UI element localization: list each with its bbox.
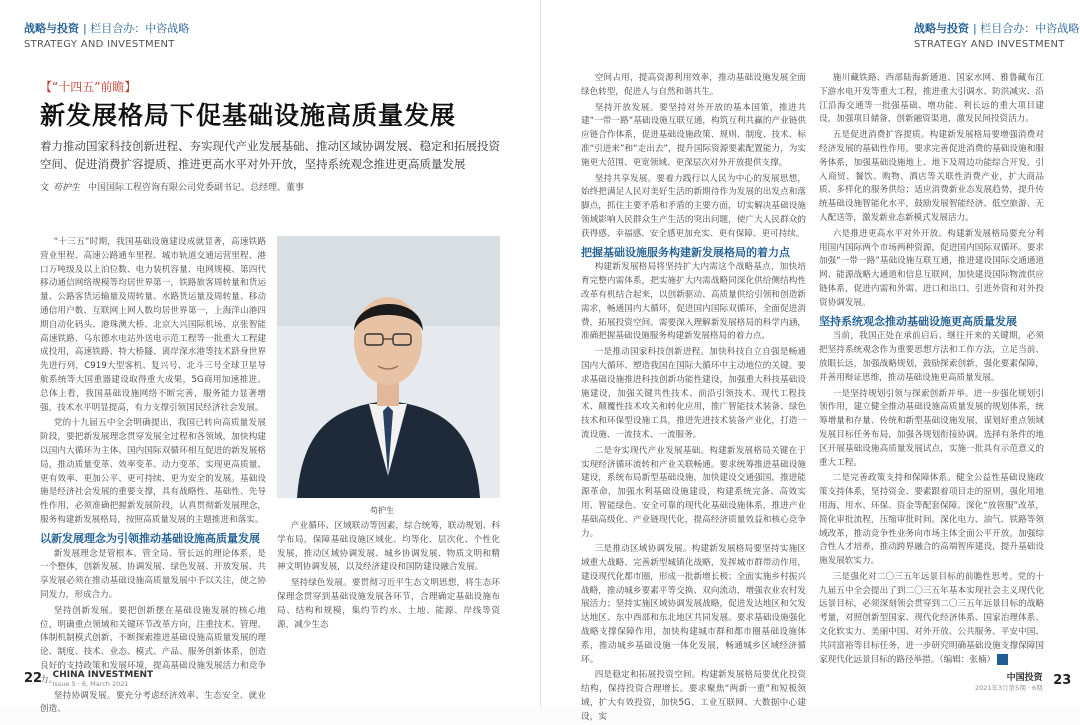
- right-column-2: [819, 72, 1044, 664]
- paragraph-text: 三是强化对二〇三五年远景目标的前瞻性思考。党的十九届五中全会提出了到二〇三五年基本实现社会主义现代化远景目标，必须深刻领会贯穿到二〇三五年远景目标的战略考量，对照创新型国家、现代化经济体系、国家治理体系、文化软实力、美丽中国、对外开放、公共服务、平安中国、共同富裕等目标任务，进一步研究明确基础设施支撑保障国家现代化远景目标的路径举措。: [819, 571, 1044, 665]
- byline: [40, 180, 304, 193]
- paragraph: 当前，我国正处在承前启后、继往开来的关键期，必须把坚持系统观念作为重要思想方法和工作方法，立足当前、放眼长远，加强战略规划，鼓励探索创新，强化要素保障，并善用辩证思维，推动基础设施更高质量发展。: [819, 331, 1044, 383]
- paragraph: 一是坚持规划引领与探索创新并举。进一步强化规划引领作用，建立健全推动基础设施高质量发展的规划体系，统筹增量和存量、传统和新型基础设施发展，谋划好重点领域发展目标任务布局，加强各规划衔接协调。选择有条件的地区开展基础设施高质量发展试点，实施一批具有示范意义的重大工程。: [819, 388, 1044, 468]
- section-english: STRATEGY AND INVESTMENT: [24, 39, 175, 50]
- paragraph: 坚持共享发展。要着力践行以人民为中心的发展思想，始终把满足人民对美好生活的新期待作为发展的出发点和落脚点，抓住主要矛盾和矛盾的主要方面，切实解决基础设施领域影响人民群众生产生活的突出问题，使广大人民群众的获得感、幸福感、安全感更加充实、更有保障、更可持续。: [581, 173, 806, 239]
- paragraph: 四是稳定和拓展投资空间。构建新发展格局要优化投资结构，保持投资合理增长。要求聚焦“两新一重”和短板领域，扩大有效投资，加快5G、工业互联网、大数据中心建设，实: [581, 670, 806, 722]
- paragraph: 坚持绿色发展。要贯彻习近平生态文明思想，将生态环保理念贯穿到基础设施发展各环节，合理确定基础设施布局、结构和规模，集约节约水、土地、能源、岸线等资源，减少生态: [277, 578, 500, 630]
- paragraph: 坚持创新发展。要把创新摆在基础设施发展的核心地位，明确重点领域和关键环节改革方向，注重技术、管理、体制机制模式创新，不断探索推进基础设施高质量发展的理论、制度、技术、业态、模式、产品、服务创新体系，创造良好的支持政策和发展环境，提高基础设施发展活力和竞争力。: [40, 605, 266, 685]
- section-column: | 栏目合办：中咨战略: [973, 22, 1080, 35]
- paragraph: 党的十九届五中全会明确提出，我国已转向高质量发展阶段，要把新发展理念贯穿发展全过程和各领域，加快构建以国内大循环为主体、国内国际双循环相互促进的新发展格局，推动质量变革、效率变革、动力变革，实现更高质量、更有效率、更加公平、更可持续、更为安全的发展。基础设施是经济社会发展的重要支撑，具有战略性、基础性、先导性作用，必须准确把握新发展阶段，认真贯彻新发展理念，服务构建新发展格局，按照高质量发展的主题推进和落实。: [40, 418, 266, 525]
- paragraph: 五是促进消费扩容提质。构建新发展格局要增强消费对经济发展的基础性作用。要求完善促进消费的基础设施和服务体系，加强基础设施地上、地下及周边功能综合开发，引入商贸、餐饮、购物、酒店等关联性消费产业，扩大商品质、多样化的服务供给；适应消费新业态发展趋势，提升传统基础设施智能化水平，鼓励发展智能经济、低空旅游、无人配送等，激发新业态新模式发展活力。: [819, 130, 1044, 223]
- article-lead: 着力推动国家科技创新进程、夯实现代产业发展基础、推动区域协调发展、稳定和拓展投资空间、促进消费扩容提质、推进更高水平对外开放，坚持系统观念推进更高质量发展: [40, 139, 500, 171]
- article-title: 新发展格局下促基础设施高质量发展: [40, 101, 457, 130]
- photo-caption: 苟护生: [370, 506, 394, 515]
- footer-left: [24, 670, 153, 688]
- editor-note: （编辑：张楠）: [939, 654, 996, 665]
- magazine-name-cn: 中国投资: [1006, 673, 1043, 683]
- page-number-right: 23: [1053, 672, 1072, 688]
- paragraph: 构建新发展格局将坚持扩大内需这个战略基点，加快培育完整内需体系，把实施扩大内需战略同深化供给侧结构性改革有机结合起来，以创新驱动、高质量供给引领和创造新需求，畅通国内大循环，促进国内国际双循环，全面促进消费，拓展投资空间。需要深入理解新发展格局的科学内涵，准确把握基础设施服务构建新发展格局的着力点。: [581, 262, 806, 342]
- paragraph: 产业循环、区域联动等因素，综合统筹，联动规划、科学布局，保障基础设施区域化、均等化、层次化、个性化发展，推动区域协调发展、城乡协调发展、物质文明和精神文明协调发展，以及经济建设和国防建设融合发展。: [277, 521, 500, 573]
- paragraph: 坚持协调发展。要充分考虑经济效率、生态安全、就业创造、: [40, 690, 266, 715]
- footer-right: [975, 670, 1079, 692]
- section-category: 战略与投资: [914, 22, 969, 35]
- author-name: 苟护生: [53, 183, 81, 193]
- left-column-2: [277, 520, 500, 664]
- magazine-name-en: CHINA INVESTMENT: [52, 670, 154, 680]
- end-mark: T2: [997, 654, 1008, 665]
- author-prefix: 文: [40, 183, 50, 193]
- paragraph: 一是推动国家科技创新进程。加快科技自立自强是畅通国内大循环、塑造我国在国际大循环中主动地位的关键。要求基础设施推进科技创新功能性建设，加强重大科技基础设施建设，加强关键共性技术、前沿引领技术、现代工程技术、颠覆性技术攻关和转化应用，推广智能技术装备、绿色技术和环保型设施工具，推进先进技术装备产业化，打造一流设施、一流技术、一流服务。: [581, 347, 806, 440]
- paragraph: 二是完善政策支持和保障体系。健全公益性基础设施政策支持体系，坚持资金、要素跟着项目走的原则，强化用地用海、用水、环保、资金等配套保障。深化“放管服”改革，简化审批流程，压缩审批时间。深化电力、油气、铁路等领域改革，推动竞争性业务向市场主体全面公平开放。加强综合性人才培养，推动跨界融合的高端智库建设，提升基础设施发展软实力。: [819, 473, 1044, 567]
- issue-info-left: Issue 5 · 6, March 2021: [52, 680, 129, 688]
- paragraph: 施川藏铁路、西部陆海新通道、国家水网、雅鲁藏布江下游水电开发等重大工程，推进重大引调水、防洪减灾、沿江沿海交通等一批强基础、增功能、利长远的重大项目建设，加强项目储备，创新融资渠道，激发民间投资活力。: [819, 73, 1044, 125]
- section-category: 战略与投资: [24, 22, 79, 35]
- page-header-right: [914, 20, 1079, 50]
- portrait-illustration: [277, 236, 500, 498]
- section-heading: 把握基础设施服务构建新发展格局的着力点: [581, 245, 790, 259]
- author-title: 中国国际工程咨询有限公司党委副书记、总经理、董事: [88, 183, 305, 193]
- section-heading: 以新发展理念为引领推动基础设施高质量发展: [40, 531, 260, 545]
- section-english: STRATEGY AND INVESTMENT: [914, 39, 1065, 50]
- section-column: | 栏目合办：中咨战略: [83, 22, 190, 35]
- paragraph: 三是推动区域协调发展。构建新发展格局要坚持实施区域重大战略、完善新型城镇化战略，发挥城市群带动作用，建设现代化都市圈，形成一批新增长极；全面实施乡村振兴战略，推动城乡要素平等交换、双向流动，增强农业农村发展活力；坚持实施区域协调发展战略，促进发达地区和欠发达地区、东中西部和东北地区共同发展。要求基础设施强化战略支撑保障作用，加快构建城市群和都市圈基础设施体系，推动城乡基础设施一体化发展，畅通城乡区域经济循环。: [581, 544, 806, 665]
- section-heading: 坚持系统观念推动基础设施更高质量发展: [819, 314, 1017, 328]
- paragraph: 空间占用，提高资源利用效率，推动基础设施发展全面绿色转型，促进人与自然和谐共生。: [581, 73, 806, 97]
- paragraph: 二是夯实现代产业发展基础。构建新发展格局关键在于实现经济循环流转和产业关联畅通。要求统筹推进基础设施建设，系统布局新型基础设施，加快建设交通强国，推进能源革命，加强水利基础设施建设，构建系统完备、高效实用、智能绿色、安全可靠的现代化基础设施体系，推进产业基础高级化、产业链现代化，提高经济质量效益和核心竞争力。: [581, 445, 806, 539]
- page-header: [24, 20, 189, 50]
- right-page: [540, 0, 1080, 722]
- paragraph: 坚持开放发展。要坚持对外开放的基本国策，推进共建“一带一路”基础设施互联互通，构筑互利共赢的产业链供应链合作体系，促进基础设施政策、规则、制度、技术、标准“引进来”和“走出去”，提升国际资源要素配置能力，为实施更大范围、更宽领域、更深层次对外开放提供支撑。: [581, 102, 806, 168]
- author-portrait: [277, 236, 500, 498]
- right-column-1: [581, 72, 806, 722]
- left-page: [0, 0, 540, 715]
- paragraph: [819, 571, 1044, 668]
- paragraph: “十三五”时期，我国基础设施建设成就显著，高速铁路营业里程、高速公路通车里程、城市轨道交通运营里程、港口万吨级及以上泊位数、电力装机容量、电网规模、第四代移动通信网络规模等均居世界第一，铁路旅客周转量和货运量、公路客货运输量及周转量、水路货运量及周转量、移动通信用户数、互联网上网人数均居世界第一，上海洋山港四期自动化码头、港珠澳大桥、北京大兴国际机场、京张智能高速铁路、乌东德水电站外送电示范工程等一批重大工程建成投用，高速铁路、特大桥隧、离岸深水港等技术跻身世界先进行列，C919大型客机、复兴号、北斗三号全球卫星导航系统等大国重器建设取得重大成果，5G商用加速推进。总体上看，我国基础设施网络不断完善，服务能力显著增强，技术水平明显提高，有力支撑引领国民经济社会发展。: [40, 237, 266, 413]
- issue-info-right: 2021年3月第5期 · 6期: [975, 684, 1043, 692]
- paragraph: 六是推进更高水平对外开放。构建新发展格局要充分利用国内国际两个市场两种资源，促进国内国际双循环。要求加强“一带一路”基础设施互联互通，推进建设国际交通通道网、能源战略大通道和信息互联网，加快建设国际物流供应链体系，促进内需和外需、进口和出口、引进外资和对外投资协调发展。: [819, 228, 1044, 308]
- page-number-left: 22: [24, 670, 43, 686]
- article-tag: 【“十四五”前瞻】: [40, 80, 137, 94]
- paragraph: 新发展理念是管根本、管全局、管长远的理论体系，是一个整体，创新发展、协调发展、绿色发展、开放发展、共享发展必须在推动基础设施高质量发展中予以关注，使之协同发力，形成合力。: [40, 548, 266, 600]
